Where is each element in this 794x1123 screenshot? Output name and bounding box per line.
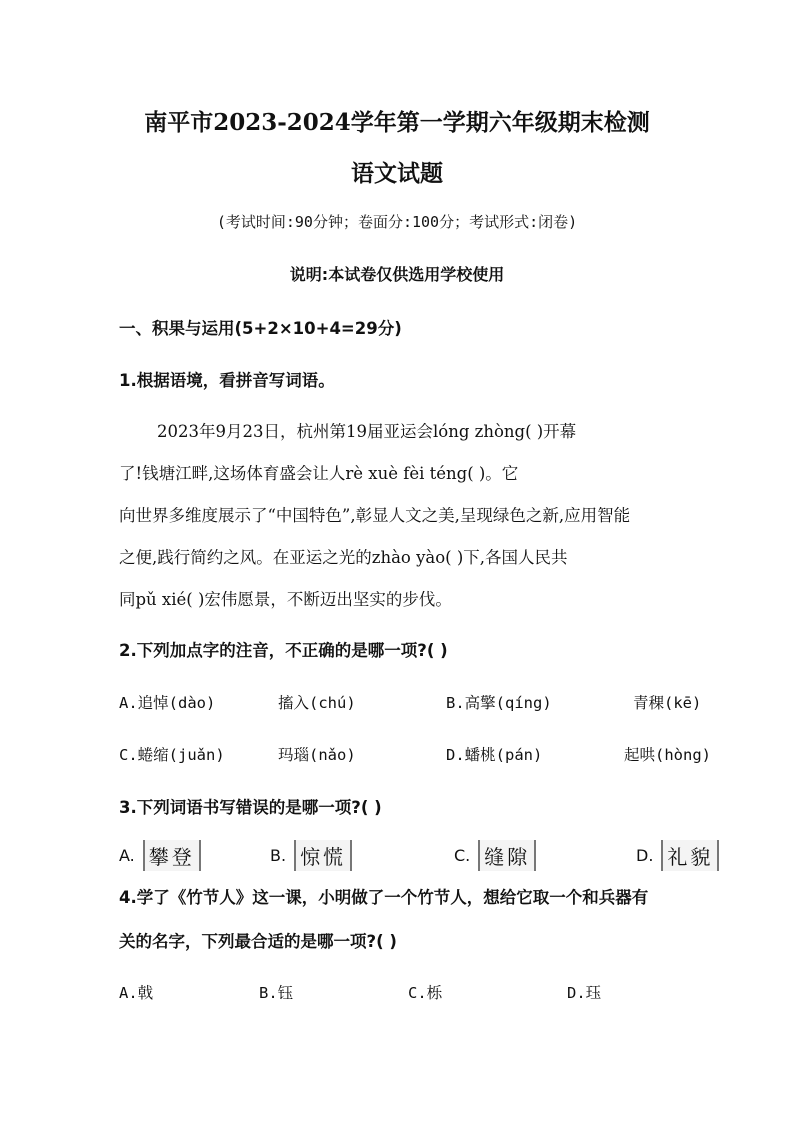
passage-line: 之便,践行简约之风。在亚运之光的zhào yào( )下,各国人民共 — [119, 548, 568, 567]
q3-option-a — [119, 840, 201, 871]
option-label: D. — [636, 846, 654, 865]
q4-option: C.栎 — [408, 984, 443, 1002]
passage-line: 向世界多维度展示了“中国特色”,彰显人文之美,呈现绿色之新,应用智能 — [119, 506, 631, 525]
option-label: A. — [119, 846, 135, 865]
word-image: 缝隙 — [478, 840, 536, 871]
passage-line: 同pǔ xié( )宏伟愿景，不断迈出坚实的步伐。 — [119, 590, 452, 609]
exam-note: 说明:本试卷仅供选用学校使用 — [289, 265, 505, 284]
word-image: 惊慌 — [294, 840, 352, 871]
q3-option-b — [270, 840, 352, 871]
question-3-prompt: 3.下列词语书写错误的是哪一项?( ) — [119, 798, 382, 817]
exam-title: 南平市2023-2024学年第一学期六年级期末检测 — [144, 109, 650, 136]
question-2-prompt: 2.下列加点字的注音，不正确的是哪一项?( ) — [119, 641, 448, 660]
q4-option: B.钰 — [259, 984, 294, 1002]
q4-option: A.戟 — [119, 984, 154, 1002]
q4-option: D.珏 — [567, 984, 602, 1002]
passage-line: 2023年9月23日，杭州第19届亚运会lóng zhòng( )开幕 — [157, 422, 577, 441]
q2-option: B.高擎(qíng) — [446, 694, 552, 712]
passage-line: 了!钱塘江畔,这场体育盛会让人rè xuè fèi téng( )。它 — [119, 464, 519, 483]
q2-option: D.蟠桃(pán) — [446, 746, 543, 764]
option-label: B. — [270, 846, 287, 865]
exam-subtitle: 语文试题 — [351, 160, 443, 187]
question-4-prompt: 4.学了《竹节人》这一课，小明做了一个竹节人，想给它取一个和兵器有 — [119, 888, 649, 907]
word-image: 攀登 — [143, 840, 201, 871]
q2-option: 玛瑙(nǎo) — [278, 746, 356, 764]
question-4-prompt-cont: 关的名字，下列最合适的是哪一项?( ) — [119, 932, 397, 951]
q2-option: 搐入(chú) — [278, 694, 356, 712]
question-1-passage — [119, 411, 723, 621]
q2-option: A.追悼(dào) — [119, 694, 216, 712]
q3-option-c — [454, 840, 536, 871]
q3-option-d — [636, 840, 719, 871]
option-label: C. — [454, 846, 471, 865]
exam-info: (考试时间:90分钟；卷面分:100分；考试形式:闭卷) — [216, 213, 578, 231]
question-1-prompt: 1.根据语境，看拼音写词语。 — [119, 371, 335, 390]
word-image: 礼貌 — [661, 840, 719, 871]
q2-option: C.蜷缩(juǎn) — [119, 746, 225, 764]
q2-option: 起哄(hòng) — [624, 746, 711, 764]
q2-option: 青稞(kē) — [633, 694, 702, 712]
section-heading: 一、积果与运用(5+2×10+4=29分) — [119, 319, 402, 338]
